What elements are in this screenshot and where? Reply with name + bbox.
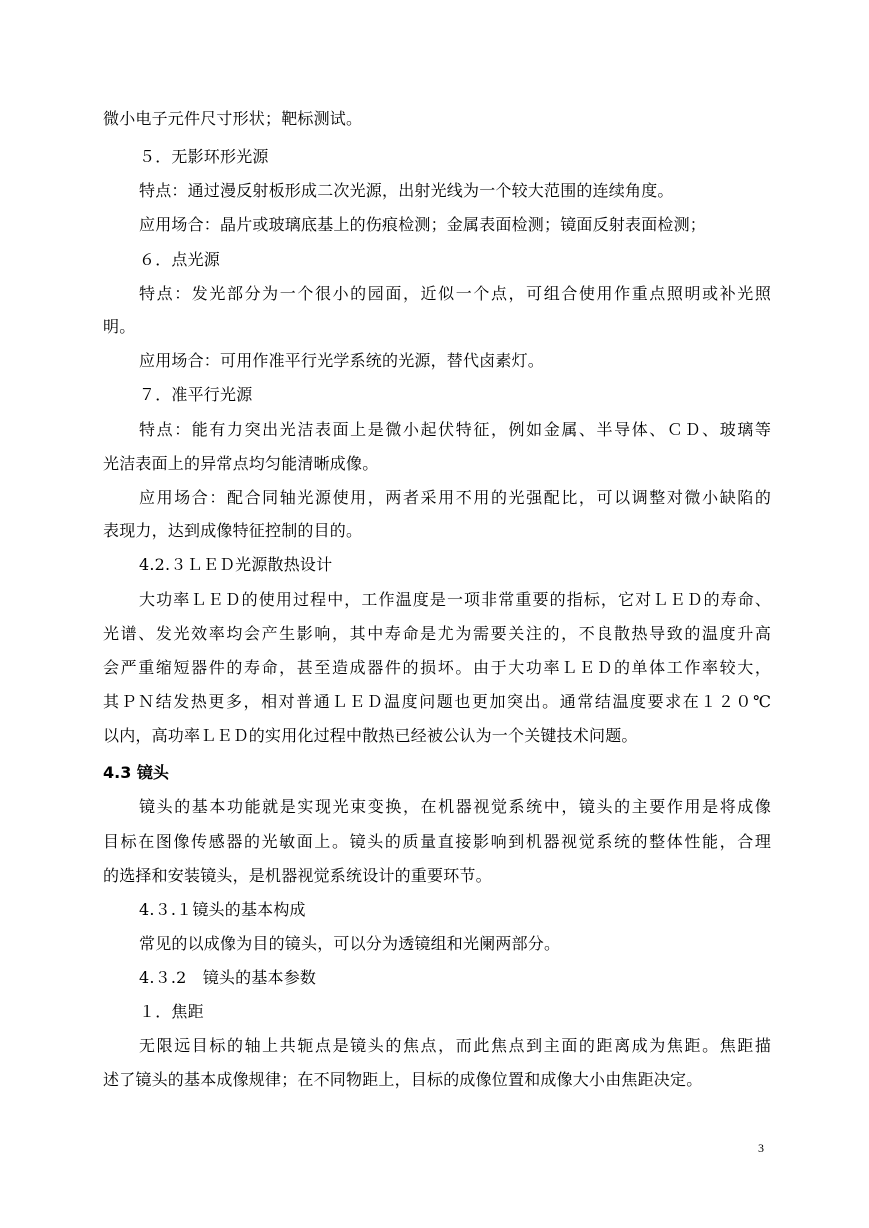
text-line-application-7-cont: 表现力，达到成像特征控制的目的。 [103, 521, 363, 540]
page-number: 3 [758, 1141, 764, 1155]
paragraph-focal-line-2: 述了镜头的基本成像规律；在不同物距上，目标的成像位置和成像大小由焦距决定。 [103, 1070, 703, 1089]
text-line-continuation: 微小电子元件尺寸形状；靶标测试。 [103, 109, 363, 128]
paragraph-led-heat-line-1: 大功率ＬＥＤ的使用过程中，工作温度是一项非常重要的指标，它对ＬＥＤ的寿命、 [139, 590, 771, 609]
list-heading-7: ７．准平行光源 [139, 385, 253, 404]
paragraph-led-heat-line-4: 其ＰＮ结发热更多，相对普通ＬＥＤ温度问题也更加突出。通常结温度要求在１２０℃ [103, 692, 771, 711]
text-line-application-7: 应用场合：配合同轴光源使用，两者采用不用的光强配比，可以调整对微小缺陷的 [139, 488, 771, 507]
list-heading-6: ６．点光源 [139, 250, 221, 269]
paragraph-focal-line-1: 无限远目标的轴上共轭点是镜头的焦点，而此焦点到主面的距离成为焦距。焦距描 [139, 1036, 771, 1055]
text-line-features-7: 特点：能有力突出光洁表面上是微小起伏特征，例如金属、半导体、ＣＤ、玻璃等 [139, 420, 771, 439]
paragraph-led-heat-line-3: 会严重缩短器件的寿命，甚至造成器件的损坏。由于大功率ＬＥＤ的单体工作率较大， [103, 658, 771, 677]
list-heading-focal-length: １．焦距 [139, 1002, 204, 1021]
section-heading-4-3: 4.3 镜头 [103, 763, 169, 782]
section-heading-4-3-1: 4.３.１镜头的基本构成 [139, 900, 306, 919]
text-line-features-7-cont: 光洁表面上的异常点均匀能清晰成像。 [103, 454, 379, 473]
list-heading-5: ５．无影环形光源 [139, 147, 269, 166]
text-line-features-5: 特点：通过漫反射板形成二次光源，出射光线为一个较大范围的连续角度。 [139, 181, 674, 200]
text-line-features-6-cont: 明。 [103, 317, 136, 336]
paragraph-led-heat-line-2: 光谱、发光效率均会产生影响，其中寿命是尤为需要关注的，不良散热导致的温度升高 [103, 624, 771, 643]
paragraph-led-heat-line-5: 以内，高功率ＬＥＤ的实用化过程中散热已经被公认为一个关键技术问题。 [103, 726, 638, 745]
paragraph-lens-line-2: 目标在图像传感器的光敏面上。镜头的质量直接影响到机器视觉系统的整体性能，合理 [103, 832, 771, 851]
text-line-application-5: 应用场合：晶片或玻璃底基上的伤痕检测；金属表面检测；镜面反射表面检测； [139, 215, 707, 234]
paragraph-lens-line-3: 的选择和安装镜头，是机器视觉系统设计的重要环节。 [103, 866, 492, 885]
text-line-features-6: 特点：发光部分为一个很小的园面，近似一个点，可组合使用作重点照明或补光照 [139, 284, 771, 303]
paragraph-lens-line-1: 镜头的基本功能就是实现光束变换，在机器视觉系统中，镜头的主要作用是将成像 [139, 797, 771, 816]
section-heading-4-2-3: 4.2.３ＬＥＤ光源散热设计 [139, 555, 333, 574]
section-heading-4-3-2: 4.３.2 镜头的基本参数 [139, 968, 317, 987]
text-line-application-6: 应用场合：可用作准平行光学系统的光源，替代卤素灯。 [139, 351, 545, 370]
paragraph-lens-structure: 常见的以成像为目的镜头，可以分为透镜组和光阑两部分。 [139, 934, 561, 953]
